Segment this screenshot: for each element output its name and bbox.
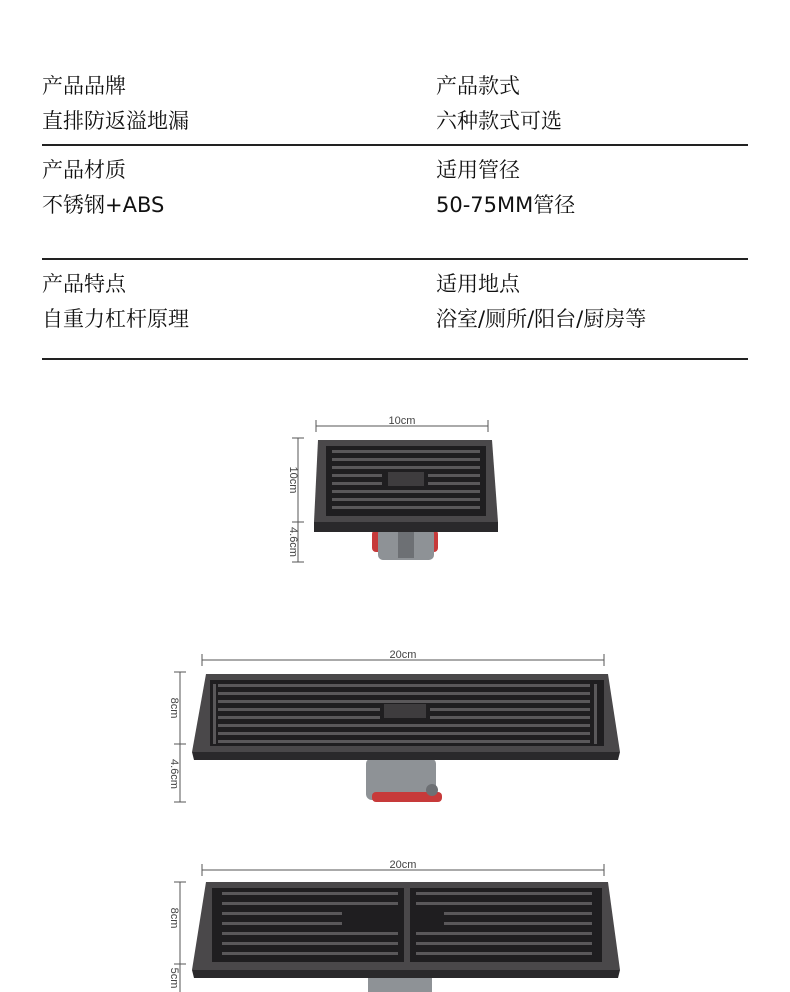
depth-label: 5cm: [168, 967, 180, 989]
depth-label: 4.6cm: [168, 759, 180, 789]
place-label: 适用地点: [436, 272, 520, 296]
spec-cell-pipe: [436, 156, 575, 219]
pipe-value: 50-75MM管径: [436, 193, 576, 217]
feature-value: 自重力杠杆原理: [42, 307, 189, 331]
spec-cell-material: [42, 156, 164, 219]
spec-row-feature-place: [42, 260, 748, 360]
long-drain-figure: [0, 640, 790, 820]
spec-row-brand-style: [42, 62, 748, 146]
height-label: 8cm: [168, 907, 180, 929]
drain-pipe: [368, 978, 432, 992]
spec-cell-brand: [42, 72, 189, 135]
drain-cover: [192, 882, 620, 978]
spec-cell-feature: [42, 270, 189, 333]
brand-value: 直排防返溢地漏: [42, 109, 189, 133]
place-value: 浴室/厕所/阳台/厨房等: [436, 307, 647, 331]
feature-label: 产品特点: [42, 272, 126, 296]
spec-table: [42, 62, 748, 360]
width-label: 10cm: [388, 415, 416, 427]
square-drain-figure: [0, 400, 790, 580]
spec-cell-place: [436, 270, 646, 333]
pipe-label: 适用管径: [436, 158, 520, 182]
material-value: 不锈钢+ABS: [42, 193, 165, 217]
style-value: 六种款式可选: [436, 109, 562, 133]
style-label: 产品款式: [436, 74, 520, 98]
height-label: 10cm: [287, 466, 299, 494]
spec-row-material-pipe: [42, 146, 748, 260]
depth-label: 4.6cm: [287, 527, 299, 557]
material-label: 产品材质: [42, 158, 126, 182]
drain-pipe: [366, 758, 442, 802]
spec-cell-style: [436, 72, 562, 135]
drain-pipe: [372, 528, 438, 560]
height-label: 8cm: [168, 697, 180, 719]
brand-label: 产品品牌: [42, 74, 126, 98]
width-label: 20cm: [389, 649, 417, 661]
width-label: 20cm: [389, 859, 417, 871]
split-drain-figure: [0, 850, 790, 992]
